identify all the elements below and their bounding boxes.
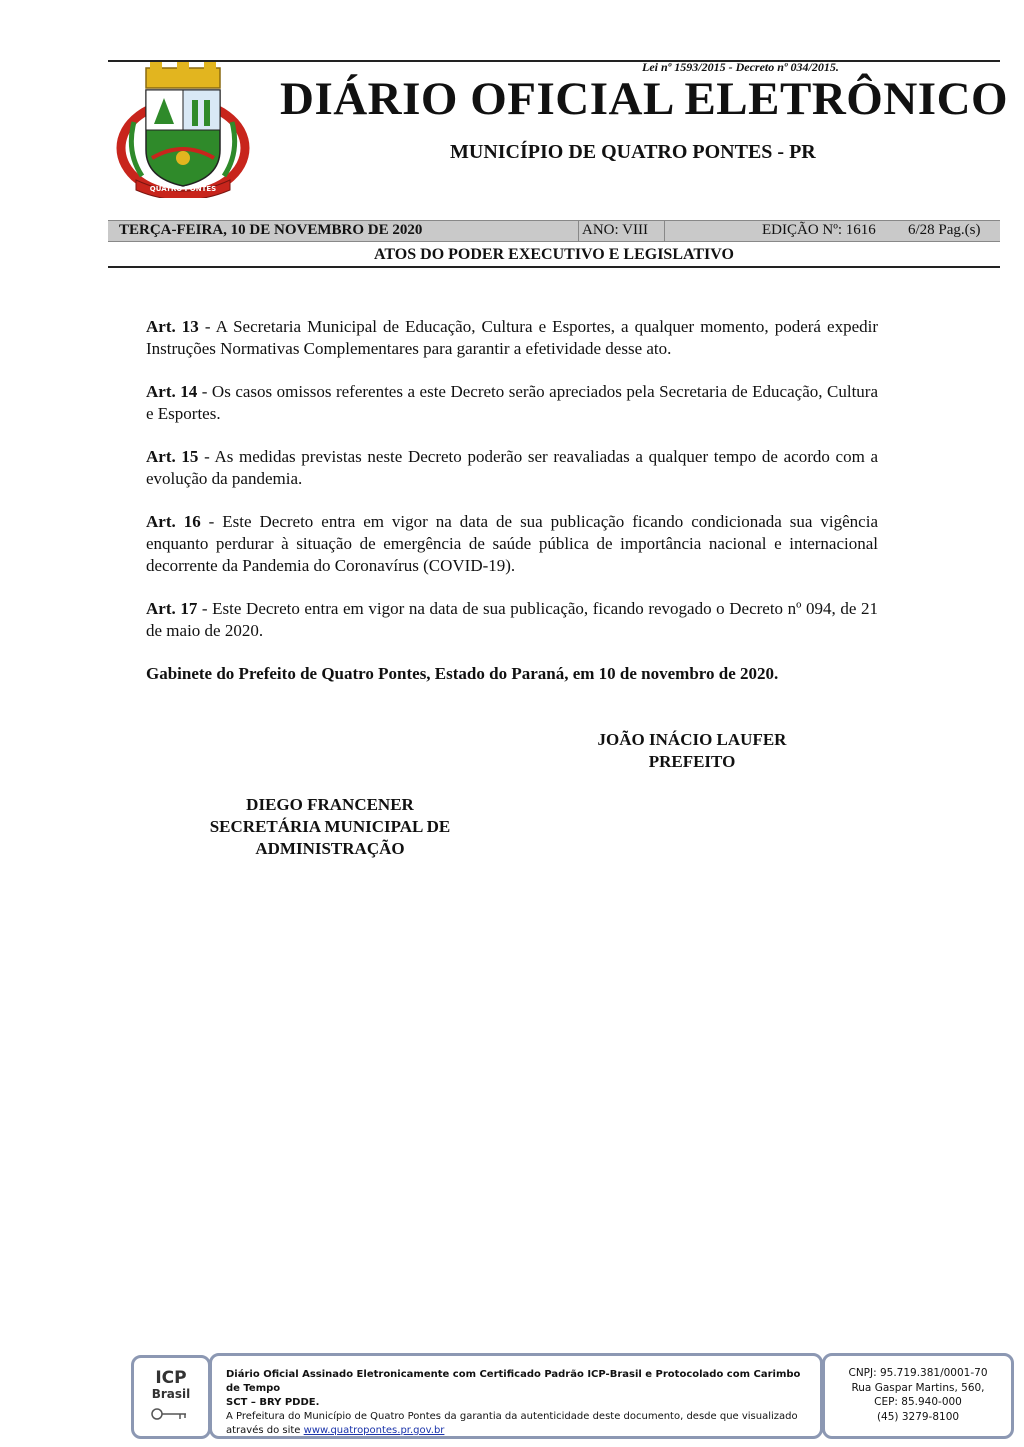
article-text: - Os casos omissos referentes a este Decreto serão apreciados pela Secretaria de Educação, Cultura e Esportes. (146, 382, 878, 423)
section-rule (108, 266, 1000, 268)
closing-statement: Gabinete do Prefeito de Quatro Pontes, Estado do Paraná, em 10 de novembro de 2020. (146, 664, 779, 683)
cert-line-1: Diário Oficial Assinado Eletronicamente com Certificado Padrão ICP-Brasil e Protocolado com Carimbo de Tempo (226, 1369, 801, 1394)
article-text: - A Secretaria Municipal de Educação, Cultura e Esportes, a qualquer momento, poderá expedir Instruções Normativas Complementares para garantir a efetividade desse ato. (146, 317, 879, 358)
site-link[interactable]: www.quatropontes.pr.gov.br (303, 1425, 445, 1436)
coat-banner-text: QUATRO PONTES (149, 185, 217, 193)
certification-text (226, 1368, 816, 1438)
section-title: ATOS DO PODER EXECUTIVO E LEGISLATIVO (374, 246, 734, 263)
article-label: Art. 15 (146, 447, 199, 466)
article-13 (146, 316, 878, 360)
secretary-title-line2: ADMINISTRAÇÃO (255, 839, 405, 858)
authenticity-note: A Prefeitura do Município de Quatro Pontes da garantia da autenticidade deste documento, desde que visualizado (226, 1411, 798, 1422)
cep: CEP: 85.940-000 (874, 1396, 962, 1408)
secretary-title-line1: SECRETÁRIA MUNICIPAL DE (209, 817, 451, 836)
contact-box (822, 1353, 1014, 1439)
mayor-title: PREFEITO (648, 752, 736, 771)
mayor-signature-block (560, 729, 824, 773)
cert-line-2: SCT – BRY PDDE. (226, 1397, 320, 1408)
info-separator (578, 221, 579, 241)
article-text: - As medidas previstas neste Decreto poderão ser reavaliadas a qualquer tempo de acordo com a evolução da pandemia. (146, 447, 879, 488)
article-text: - Este Decreto entra em vigor na data de sua publicação, ficando revogado o Decreto nº 094, de 21 de maio de 2020. (146, 599, 878, 640)
article-15 (146, 446, 878, 490)
cnpj: CNPJ: 95.719.381/0001-70 (848, 1367, 988, 1379)
legal-reference: Lei nº 1593/2015 - Decreto nº 034/2015. (642, 60, 839, 74)
article-16 (146, 511, 878, 577)
mayor-name: JOÃO INÁCIO LAUFER (597, 730, 787, 749)
authenticity-note-2: através do site www.quatropontes.pr.gov.br (226, 1425, 445, 1436)
article-17 (146, 598, 878, 642)
secretary-name: DIEGO FRANCENER (246, 795, 414, 814)
article-14 (146, 381, 878, 425)
article-label: Art. 16 (146, 512, 201, 531)
address: Rua Gaspar Martins, 560, (851, 1381, 985, 1394)
icp-brasil-badge (131, 1355, 211, 1439)
article-label: Art. 17 (146, 599, 198, 618)
page-count: 6/28 Pag.(s) (908, 222, 981, 238)
edition-info-bar (108, 220, 1000, 242)
contact-info (825, 1366, 1011, 1424)
edition-date: TERÇA-FEIRA, 10 DE NOVEMBRO DE 2020 (119, 222, 423, 238)
phone: (45) 3279-8100 (876, 1410, 960, 1423)
page-subtitle: MUNICÍPIO DE QUATRO PONTES - PR (450, 141, 816, 163)
secretary-signature-block (180, 794, 480, 860)
edition-number: EDIÇÃO Nº: 1616 (762, 222, 876, 238)
coat-of-arms-icon (116, 62, 250, 198)
icp-label: ICP (155, 1368, 187, 1388)
info-separator (664, 221, 665, 241)
article-label: Art. 14 (146, 382, 198, 401)
article-label: Art. 13 (146, 317, 199, 336)
article-text: - Este Decreto entra em vigor na data de sua publicação ficando condicionada sua vigência enquanto perdurar à situação de emergência de saúde pública de importância nacional e internacional decorrente da Pandemia do Coronavírus (COVID-19). (146, 512, 878, 575)
certification-box (209, 1353, 823, 1439)
edition-year: ANO: VIII (582, 222, 648, 238)
key-icon (150, 1406, 190, 1422)
page-title: DIÁRIO OFICIAL ELETRÔNICO (280, 73, 1009, 125)
icp-brasil-label: Brasil (151, 1387, 191, 1401)
